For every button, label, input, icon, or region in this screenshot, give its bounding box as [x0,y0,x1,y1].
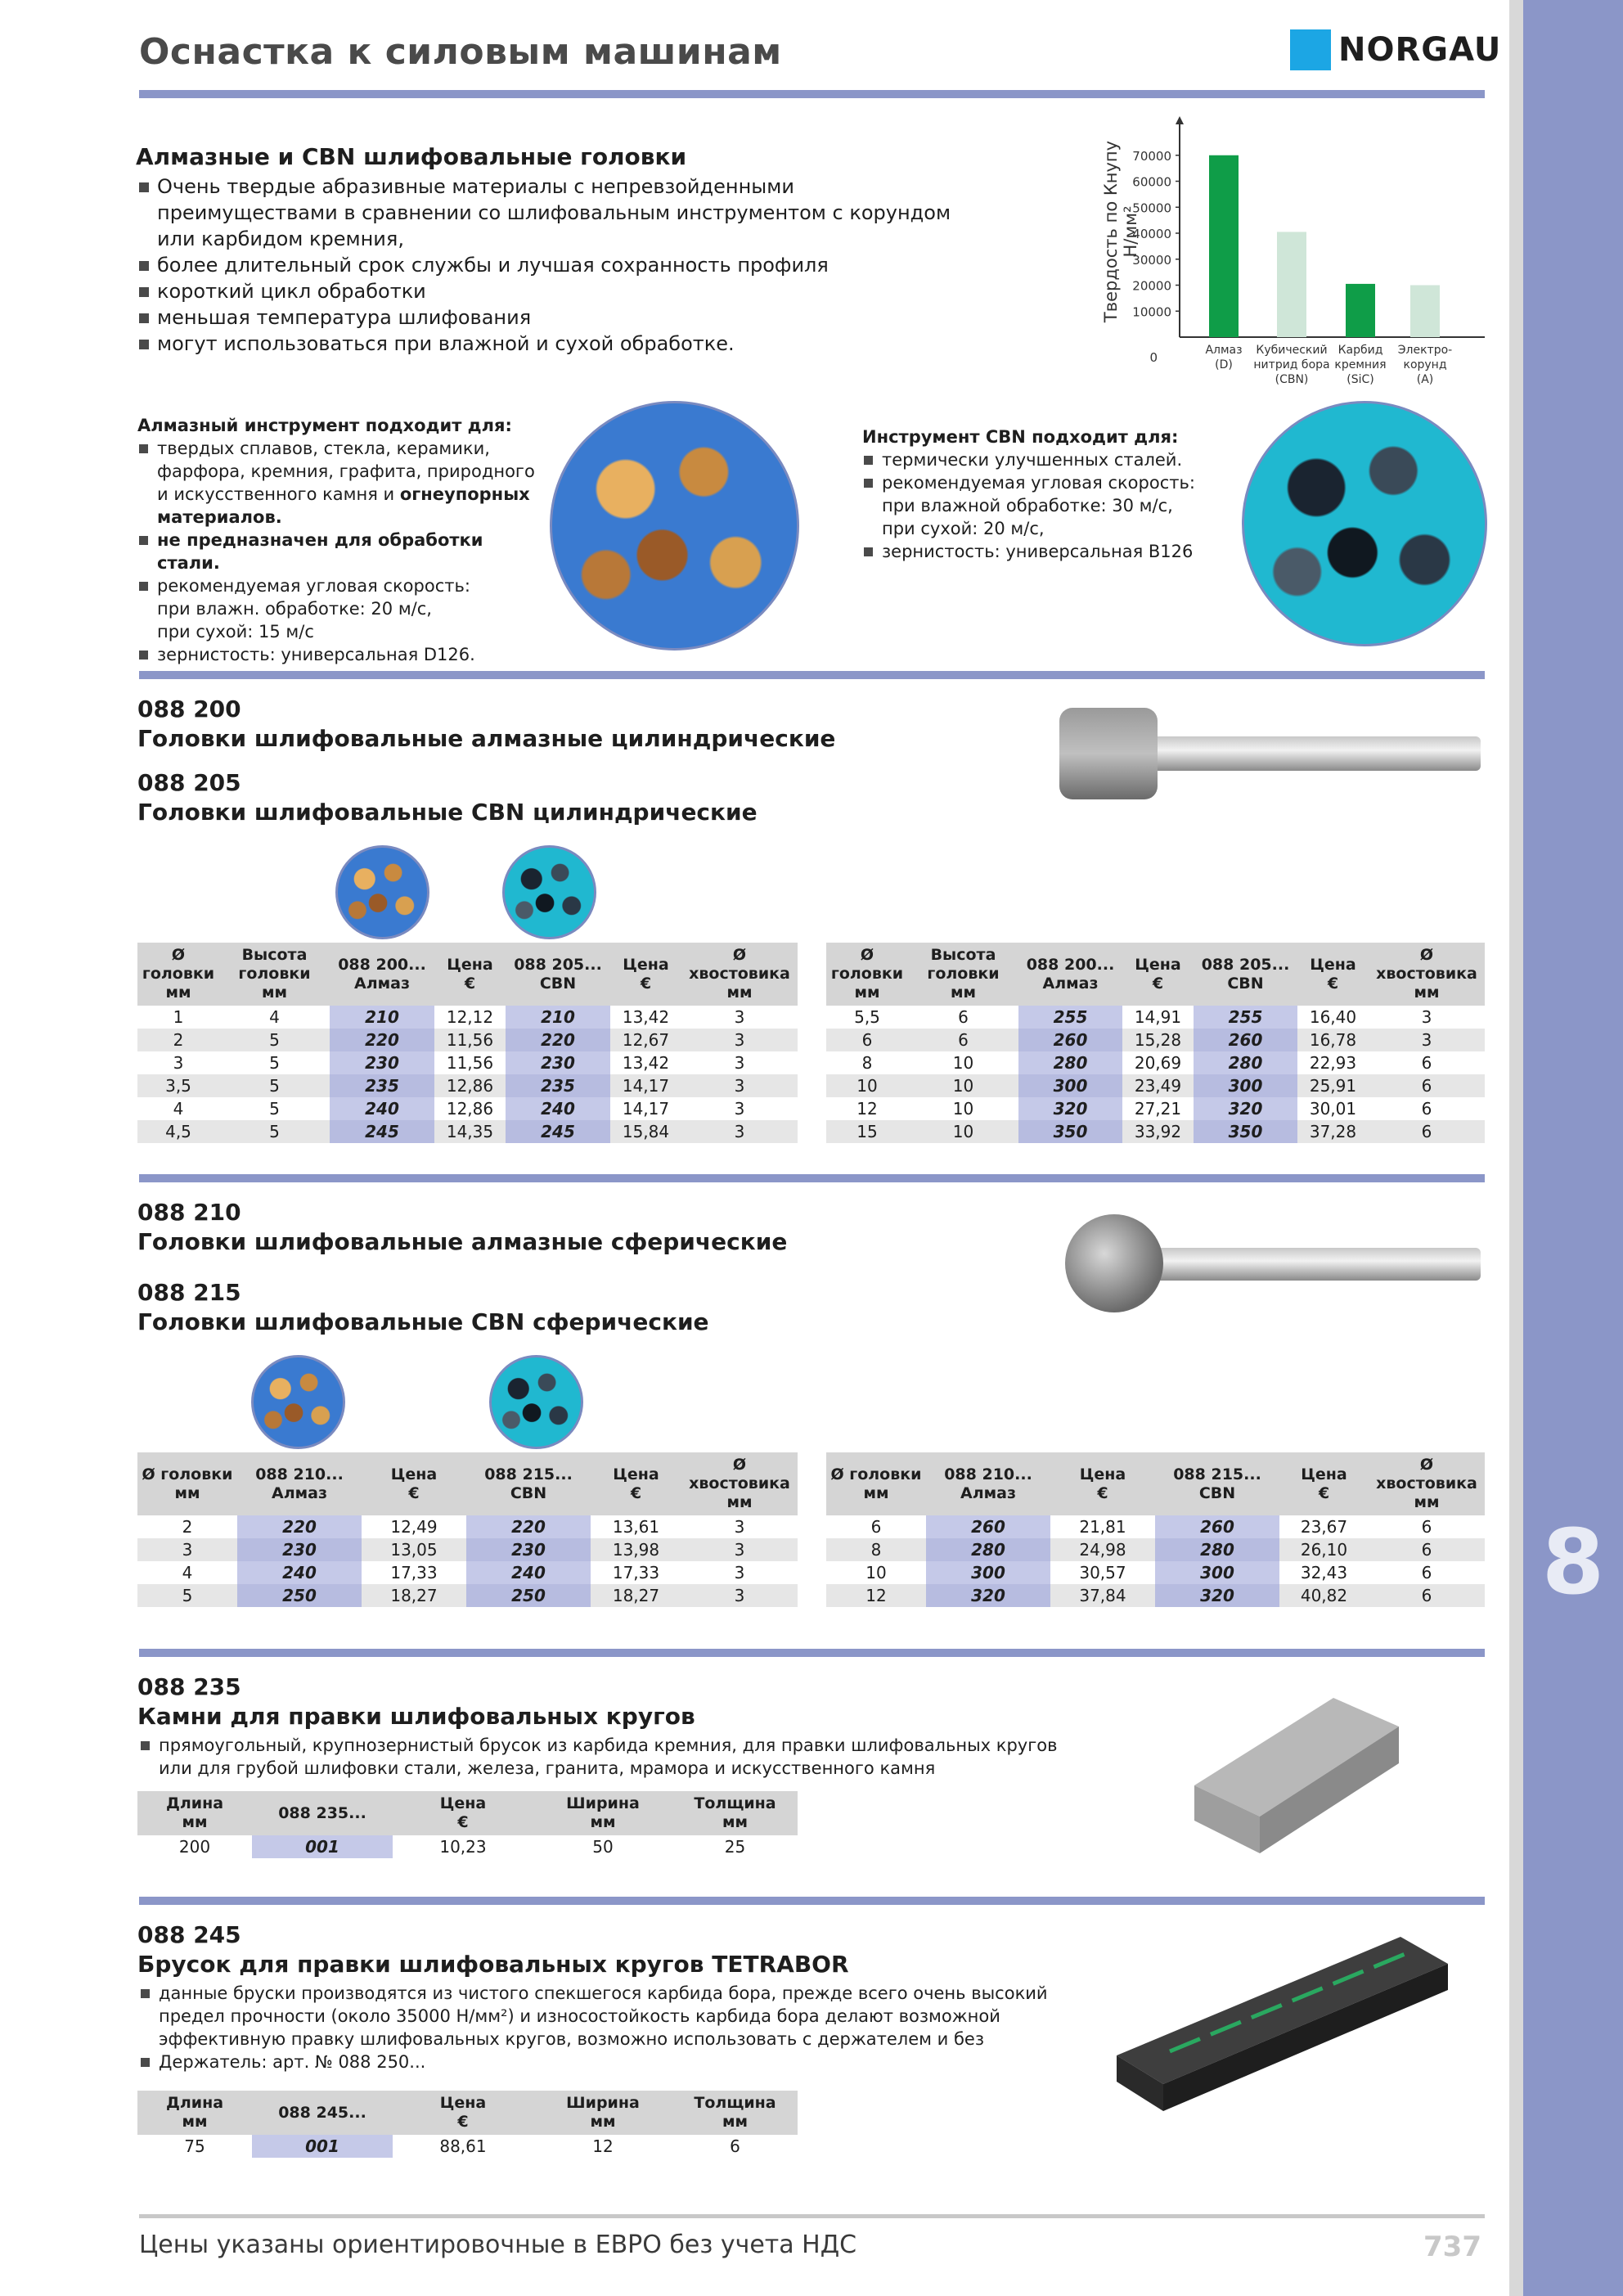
section-code: 088 210 [137,1199,241,1226]
table-cell: 5,5 [854,1007,880,1027]
article-code-cell: 230 [466,1538,591,1561]
table-cell: 6 [1369,1074,1485,1097]
table-cell: 4,5 [137,1120,219,1143]
column-header: 088 205... CBN [506,943,610,1006]
table-row [137,1584,798,1607]
section-title: Головки шлифовальные алмазные сферические [137,1228,788,1255]
article-code-cell: 240 [466,1561,591,1584]
table-cell: 6 [870,1517,882,1537]
diamond-grain-icon [335,845,429,939]
column-header: Толщина мм [672,1791,798,1835]
table-cell: 3 [681,1120,798,1143]
table-cell: 12,12 [446,1007,494,1027]
table-cell: 5 [219,1074,330,1097]
chapter-sidebar [1523,0,1623,2296]
column-header: Ø хвостовика мм [681,1452,798,1515]
table-cell: 14,91 [1134,1007,1182,1027]
column-header: Ширина мм [533,2091,672,2135]
table-cell: 12 [856,1099,878,1119]
cbn-grain-icon [489,1355,583,1449]
table-cell: 13,42 [622,1007,670,1027]
table-cell: 4 [173,1099,184,1119]
article-code-cell: 235 [506,1074,610,1097]
table-row [137,1561,798,1584]
article-code-cell: 245 [506,1120,610,1143]
section-code: 088 215 [137,1279,241,1306]
article-code-cell: 320 [1194,1097,1297,1120]
table-row [826,1120,1485,1143]
table-cell: 4 [269,1007,280,1027]
table-cell: 5 [219,1120,330,1143]
section-code: 088 200 [137,696,241,723]
section-rule [139,671,1485,679]
table-cell: 75 [184,2136,205,2156]
table-cell: 3 [1421,1007,1432,1027]
table-cell: 37,84 [1050,1584,1155,1607]
column-header: Цена € [434,943,506,1006]
list-item: более длительный срок службы и лучшая сохранность профиля [137,252,964,278]
list-item: рекомендуемая угловая скорость: при влажной обработке: 30 м/с, при сухой: 20 м/с, [862,471,1239,540]
price-table-cyl-right [826,943,1485,1143]
price-table-sph-right [826,1452,1485,1607]
article-code-cell: 255 [1194,1006,1297,1029]
table-cell: 25,91 [1297,1074,1369,1097]
chapter-number: 8 [1541,1510,1605,1614]
table-cell: 3 [173,1053,184,1073]
table-cell: 10 [952,1099,974,1119]
article-code-cell: 300 [1155,1561,1279,1584]
table-cell: 16,40 [1309,1007,1357,1027]
table-cell: 14,17 [610,1074,681,1097]
table-cell: 3 [734,1517,745,1537]
x-tick-label: корунд [1403,358,1447,371]
column-header: Ø хвостовика мм [681,943,798,1006]
article-code-cell: 280 [1155,1538,1279,1561]
column-header: 088 235... [252,1791,393,1835]
article-code-cell: 220 [506,1029,610,1051]
table-row [826,1029,1485,1051]
table-cell: 13,61 [612,1517,660,1537]
table-cell: 6 [1421,1563,1432,1582]
table-cell: 10,23 [439,1837,487,1857]
table-cell: 12 [826,1584,926,1607]
table-cell: 12,49 [390,1517,438,1537]
table-row [137,1006,798,1029]
list-item: Очень твердые абразивные материалы с непревзойденными преимуществами в сравнении со шлифовальным инструментом с корундом или карбидом кремния, [137,173,964,252]
hardness-chart [1080,113,1489,395]
table-cell: 21,81 [1079,1517,1126,1537]
table-cell: 14,35 [434,1120,506,1143]
column-header: 088 215... CBN [466,1452,591,1515]
table-cell: 12 [592,2136,614,2156]
table-cell: 5 [269,1099,280,1119]
table-row [826,1006,1485,1029]
column-header: Цена € [1050,1452,1155,1515]
y-axis-label: Твердость по КнупуН/мм² [1101,140,1140,323]
table-cell: 3 [734,1563,745,1582]
column-header: Ø хвостовика мм [1369,943,1485,1006]
table-cell: 6 [1421,1053,1432,1073]
diamond-info-heading: Алмазный инструмент подходит для: [137,416,512,435]
x-tick-label: (D) [1215,358,1233,371]
section-title: Головки шлифовальные алмазные цилиндрические [137,725,836,752]
column-header: Высота головки мм [219,943,330,1006]
article-code-cell: 280 [926,1538,1050,1561]
list-item: рекомендуемая угловая скорость: при влажн. обработке: 20 м/с, при сухой: 15 м/с [137,574,546,643]
table-row [826,1097,1485,1120]
table-row [137,1835,798,1858]
price-table-cyl-left [137,943,798,1143]
list-item: зернистость: универсальная D126. [137,643,546,666]
article-code-cell: 320 [926,1584,1050,1607]
table-cell: 5 [219,1029,330,1051]
table-cell: 13,42 [622,1053,670,1073]
article-code-cell: 245 [330,1120,434,1143]
table-cell: 11,56 [446,1053,494,1073]
list-item: меньшая температура шлифования [137,304,964,331]
table-cell: 18,27 [591,1584,681,1607]
dressing-stone-image [1190,1694,1403,1857]
x-tick-label: Электро- [1397,344,1453,357]
column-header: 088 215... CBN [1155,1452,1279,1515]
table-cell: 3 [681,1029,798,1051]
section-code: 088 205 [137,769,241,796]
x-tick-label: Алмаз [1205,344,1243,357]
table-cell: 10 [952,1053,974,1073]
price-table-sph-left [137,1452,798,1607]
article-code-cell: 250 [466,1584,591,1607]
column-header: Толщина мм [672,2091,798,2135]
table-row [137,1029,798,1051]
table-cell: 12,86 [446,1099,494,1119]
table-cell: 16,78 [1297,1029,1369,1051]
table-cell: 3 [681,1538,798,1561]
article-code-cell: 260 [1194,1029,1297,1051]
table-row [137,1097,798,1120]
column-header: Цена € [393,1791,533,1835]
list-item: не предназначен для обработки стали. [137,529,546,574]
y-tick-label: 50000 [1132,200,1171,216]
brand-logo: NORGAU [1338,31,1502,69]
y-tick-label: 30000 [1132,252,1171,268]
table-row [137,1120,798,1143]
article-code-cell: 001 [252,2135,393,2158]
column-header: 088 200... Алмаз [330,943,434,1006]
column-header: Ø хвостовика мм [1369,1452,1485,1515]
table-cell: 10 [865,1563,887,1582]
column-header: Цена € [591,1452,681,1515]
table-cell: 10 [826,1074,908,1097]
table-cell: 30,01 [1309,1099,1357,1119]
table-cell: 88,61 [439,2136,487,2156]
article-code-cell: 260 [1018,1029,1122,1051]
table-cell: 26,10 [1279,1538,1369,1561]
section-rule [139,1897,1485,1905]
column-header: Высота головки мм [908,943,1018,1006]
bar [1410,286,1440,338]
table-cell: 3 [681,1584,798,1607]
list-item: данные бруски производятся из чистого спекшегося карбида бора, прежде всего очень высокий предел прочности (около 35000 Н/мм²) и износостойкость карбида бора делают возможной эффективную правку шлифовальных кругов, возможно использовать с держателем и без [139,1982,1072,2051]
section-title: Брусок для правки шлифовальных кругов TETRABOR [137,1951,849,1978]
list-item: могут использоваться при влажной и сухой обработке. [137,331,964,357]
bar [1346,284,1375,337]
table-cell: 50 [592,1837,614,1857]
article-code-cell: 300 [1194,1074,1297,1097]
cylindrical-head-image [1055,700,1489,810]
section-rule [139,1649,1485,1657]
column-header: Цена € [1297,943,1369,1006]
table-cell: 11,56 [434,1029,506,1051]
table-cell: 3 [734,1053,745,1073]
article-code-cell: 300 [1018,1074,1122,1097]
table-cell: 25 [724,1837,746,1857]
article-code-cell: 220 [237,1515,362,1538]
section-title: Камни для правки шлифовальных кругов [137,1703,695,1730]
diamond-info [137,414,546,666]
column-header: Цена € [1122,943,1194,1006]
table-cell: 15 [826,1120,908,1143]
article-code-cell: 230 [237,1538,362,1561]
table-cell: 15,28 [1122,1029,1194,1051]
x-tick-label: нитрид бора [1253,358,1330,371]
y-tick-label: 0 [1149,350,1158,365]
article-code-cell: 300 [926,1561,1050,1584]
table-cell: 10 [908,1074,1018,1097]
table-cell: 32,43 [1300,1563,1348,1582]
table-cell: 8 [826,1538,926,1561]
list-item: Держатель: арт. № 088 250... [139,2051,1072,2073]
article-code-cell: 280 [1018,1051,1122,1074]
article-code-cell: 235 [330,1074,434,1097]
table-cell: 3 [734,1007,745,1027]
sidebar-gap [1509,0,1523,2296]
table-row [826,1051,1485,1074]
price-table-tetrabor [137,2091,798,2158]
article-code-cell: 250 [237,1584,362,1607]
table-cell: 6 [826,1029,908,1051]
column-header: Цена € [610,943,681,1006]
footer-rule [139,2214,1485,2218]
article-code-cell: 260 [926,1515,1050,1538]
article-code-cell: 240 [237,1561,362,1584]
article-code-cell: 350 [1018,1120,1122,1143]
x-tick-label: Карбид [1338,344,1383,357]
column-header: 088 205... CBN [1194,943,1297,1006]
y-tick-label: 60000 [1132,174,1171,190]
table-cell: 5 [269,1053,280,1073]
table-cell: 6 [1369,1538,1485,1561]
tetrabor-bar-image [1113,1933,1456,2117]
article-code-cell: 320 [1018,1097,1122,1120]
table-row [137,1074,798,1097]
section-code: 088 245 [137,1921,241,1948]
table-row [826,1515,1485,1538]
column-header: Ø головки мм [826,943,908,1006]
table-row [137,1051,798,1074]
table-cell: 4 [182,1563,193,1582]
table-cell: 15,84 [610,1120,681,1143]
bar [1209,155,1239,337]
cbn-info-heading: Инструмент CBN подходит для: [862,427,1179,447]
table-cell: 6 [958,1007,969,1027]
price-table-stone [137,1791,798,1858]
column-header: Длина мм [137,2091,252,2135]
table-cell: 33,92 [1122,1120,1194,1143]
column-header: Ширина мм [533,1791,672,1835]
tetrabor-bullets [139,1982,1072,2073]
table-cell: 12,67 [610,1029,681,1051]
x-tick-label: (CBN) [1275,373,1309,386]
table-row [826,1538,1485,1561]
y-tick-label: 10000 [1132,304,1171,320]
list-item: зернистость: универсальная B126 [862,540,1239,563]
list-item: короткий цикл обработки [137,278,964,304]
table-cell: 17,33 [390,1563,438,1582]
table-cell: 24,98 [1050,1538,1155,1561]
table-cell: 20,69 [1134,1053,1182,1073]
x-tick-label: (A) [1416,373,1434,386]
column-header: 088 210... Алмаз [237,1452,362,1515]
table-cell: 3 [137,1538,237,1561]
table-cell: 6 [908,1029,1018,1051]
table-cell: 6 [730,2136,740,2156]
intro-bullets [137,173,964,357]
diamond-grain-icon [251,1355,345,1449]
logo-square-icon [1290,29,1331,70]
table-cell: 37,28 [1297,1120,1369,1143]
column-header: Цена € [362,1452,466,1515]
cbn-info [862,425,1239,563]
column-header: 088 245... [252,2091,393,2135]
table-row [826,1584,1485,1607]
y-tick-label: 40000 [1132,227,1171,241]
article-code-cell: 240 [506,1097,610,1120]
table-cell: 6 [1421,1099,1432,1119]
article-code-cell: 280 [1194,1051,1297,1074]
page-title: Оснастка к силовым машинам [139,31,782,73]
article-code-cell: 255 [1018,1006,1122,1029]
column-header: 088 200... Алмаз [1018,943,1122,1006]
article-code-cell: 210 [330,1006,434,1029]
table-cell: 200 [178,1837,211,1857]
header-rule [139,90,1485,98]
cbn-grain-image [1242,401,1487,646]
article-code-cell: 220 [466,1515,591,1538]
table-cell: 40,82 [1279,1584,1369,1607]
table-cell: 23,49 [1122,1074,1194,1097]
article-code-cell: 001 [252,1835,393,1858]
table-cell: 3,5 [137,1074,219,1097]
article-code-cell: 230 [330,1051,434,1074]
column-header: Длина мм [137,1791,252,1835]
table-cell: 14,17 [622,1099,670,1119]
stone-bullets [139,1734,1072,1780]
column-header: Ø головки мм [137,943,219,1006]
table-cell: 12,86 [434,1074,506,1097]
column-header: Цена € [1279,1452,1369,1515]
y-tick-label: 20000 [1132,278,1171,294]
x-tick-label: (SiC) [1347,373,1374,386]
table-cell: 3 [681,1074,798,1097]
intro-heading: Алмазные и CBN шлифовальные головки [136,143,687,170]
table-row [826,1074,1485,1097]
table-row [826,1561,1485,1584]
diamond-grain-image [550,401,799,651]
table-cell: 10 [908,1120,1018,1143]
column-header: 088 210... Алмаз [926,1452,1050,1515]
section-rule [139,1174,1485,1182]
list-item: твердых сплавов, стекла, керамики, фарфора, кремния, графита, природного и искусственного камня и огнеупорных материалов. [137,437,546,529]
table-cell: 6 [1369,1584,1485,1607]
spherical-head-image [1063,1211,1489,1317]
article-code-cell: 350 [1194,1120,1297,1143]
table-cell: 6 [1421,1517,1432,1537]
article-code-cell: 220 [330,1029,434,1051]
table-cell: 3 [1369,1029,1485,1051]
section-title: Головки шлифовальные CBN сферические [137,1308,709,1335]
table-cell: 17,33 [612,1563,660,1582]
table-cell: 23,67 [1300,1517,1348,1537]
article-code-cell: 260 [1155,1515,1279,1538]
page-number: 737 [1423,2231,1481,2263]
table-cell: 6 [1369,1120,1485,1143]
article-code-cell: 240 [330,1097,434,1120]
y-tick-label: 70000 [1132,148,1171,164]
table-cell: 5 [137,1584,237,1607]
article-code-cell: 210 [506,1006,610,1029]
column-header: Цена € [393,2091,533,2135]
footer-note: Цены указаны ориентировочные в ЕВРО без учета НДС [139,2231,857,2259]
table-cell: 13,98 [591,1538,681,1561]
list-item: прямоугольный, крупнозернистый брусок из карбида кремния, для правки шлифовальных кругов или для грубой шлифовки стали, железа, гранита, мрамора и искусственного камня [139,1734,1072,1780]
section-title: Головки шлифовальные CBN цилиндрические [137,799,758,826]
table-row [137,1538,798,1561]
table-cell: 27,21 [1134,1099,1182,1119]
table-cell: 22,93 [1309,1053,1357,1073]
article-code-cell: 230 [506,1051,610,1074]
list-item: термически улучшенных сталей. [862,448,1239,471]
y-axis-arrow-icon [1176,116,1184,124]
x-tick-label: Кубический [1256,344,1328,357]
article-code-cell: 320 [1155,1584,1279,1607]
table-row [137,1515,798,1538]
table-cell: 18,27 [362,1584,466,1607]
table-cell: 3 [734,1099,745,1119]
table-cell: 30,57 [1079,1563,1126,1582]
table-cell: 2 [182,1517,193,1537]
column-header: Ø головки мм [826,1452,926,1515]
table-cell: 8 [861,1053,873,1073]
cbn-grain-icon [502,845,596,939]
section-code: 088 235 [137,1673,241,1700]
x-tick-label: кремния [1334,358,1387,371]
bar [1277,232,1306,337]
column-header: Ø головки мм [137,1452,237,1515]
table-cell: 13,05 [362,1538,466,1561]
table-row [137,2135,798,2158]
table-cell: 1 [173,1007,184,1027]
table-cell: 2 [137,1029,219,1051]
